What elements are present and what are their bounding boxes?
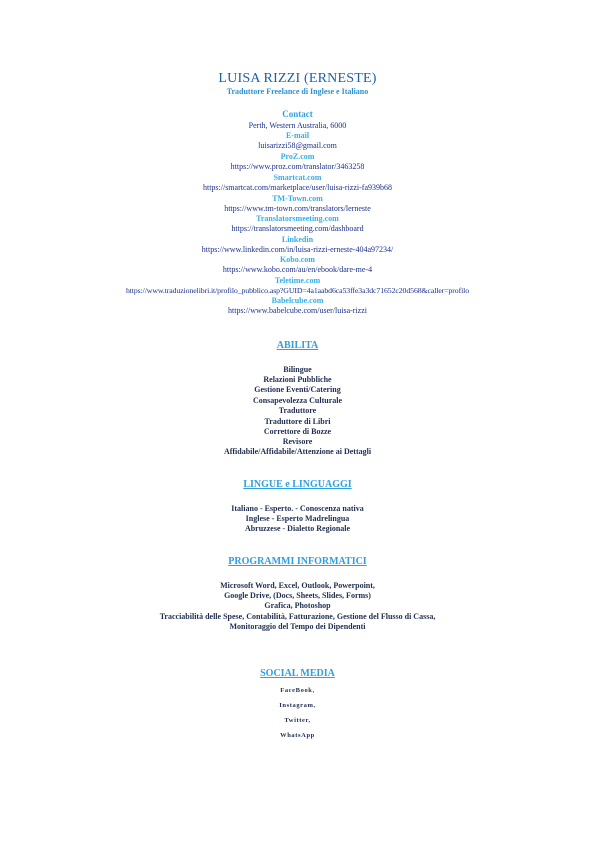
contact-label-translatorsmeeting: Translatorsmeeting.com [256, 214, 339, 223]
contact-link-smartcat[interactable]: https://smartcat.com/marketplace/user/luisa-rizzi-fa939b68 [202, 183, 393, 192]
software-item: Monitoraggio del Tempo dei Dipendenti [229, 622, 366, 631]
social-item-whatsapp: WhatsApp [280, 732, 315, 739]
contact-label-babelcube: Babelcube.com [271, 296, 324, 305]
skill-item: Consapevolezza Culturale [252, 396, 343, 405]
social-item-instagram: Instagram, [279, 702, 316, 709]
social-item-twitter: Twitter, [284, 717, 311, 724]
job-title: Traduttore Freelance di Inglese e Italiano [226, 87, 369, 96]
contact-label-kobo: Kobo.com [280, 255, 315, 264]
contact-link-kobo[interactable]: https://www.kobo.com/au/en/ebook/dare-me-4 [222, 265, 373, 274]
software-item: Tracciabilità delle Spese, Contabilità, Fatturazione, Gestione del Flusso di Cassa, [159, 612, 436, 621]
language-item: Abruzzese - Dialetto Regionale [244, 524, 351, 533]
skill-item: Bilingue [283, 365, 312, 374]
contact-link-proz[interactable]: https://www.proz.com/translator/3463258 [230, 162, 365, 171]
contact-heading: Contact [282, 109, 313, 119]
contact-label-proz: ProZ.com [280, 152, 315, 161]
skill-item: Traduttore di Libri [264, 417, 331, 426]
contact-label-tmtown: TM-Town.com [272, 194, 323, 203]
software-item: Google Drive, (Docs, Sheets, Slides, Forms) [224, 591, 371, 600]
contact-label-linkedin: Linkedin [281, 235, 314, 244]
contact-link-tmtown[interactable]: https://www.tm-town.com/translators/lerneste [224, 204, 371, 213]
abilita-heading: ABILITA [276, 340, 319, 351]
contact-label-smartcat: Smartcat.com [273, 173, 322, 182]
contact-label-email: E-mail [285, 131, 310, 140]
skill-item: Affidabile/Affidabile/Attenzione ai Dettagli [223, 447, 372, 456]
skill-item: Revisore [282, 437, 313, 446]
contact-link-linkedin[interactable]: https://www.linkedin.com/in/luisa-rizzi-erneste-404a97234/ [201, 245, 394, 254]
skill-item: Relazioni Pubbliche [263, 375, 332, 384]
contact-link-email[interactable]: luisarizzi58@gmail.com [258, 141, 337, 150]
language-item: Italiano - Esperto. - Conoscenza nativa [231, 504, 364, 513]
programmi-heading: PROGRAMMI INFORMATICI [228, 556, 367, 567]
social-item-facebook: FaceBook, [280, 687, 315, 694]
skill-item: Gestione Eventi/Catering [254, 385, 341, 394]
software-item: Grafica, Photoshop [264, 601, 331, 610]
contact-label-teletime: Teletime.com [274, 276, 321, 285]
contact-link-teletime[interactable]: https://www.traduzionelibri.it/profilo_pubblico.asp?GUID=4a1aabd6ca53ffe3a3dc71652c20d568&caller=profilo [125, 286, 470, 295]
contact-link-translatorsmeeting[interactable]: https://translatorsmeeting.com/dashboard [231, 224, 364, 233]
contact-location: Perth, Western Australia, 6000 [248, 121, 347, 130]
person-name: LUISA RIZZI (ERNESTE) [218, 71, 377, 86]
software-item: Microsoft Word, Excel, Outlook, Powerpoint, [220, 581, 375, 590]
lingue-heading: LINGUE e LINGUAGGI [243, 479, 352, 490]
language-item: Inglese - Esperto Madrelingua [245, 514, 350, 523]
social-heading: SOCIAL MEDIA [260, 668, 335, 679]
contact-link-babelcube[interactable]: https://www.babelcube.com/user/luisa-rizzi [228, 306, 367, 315]
skill-item: Traduttore [278, 406, 317, 415]
skill-item: Correttore di Bozze [263, 427, 332, 436]
